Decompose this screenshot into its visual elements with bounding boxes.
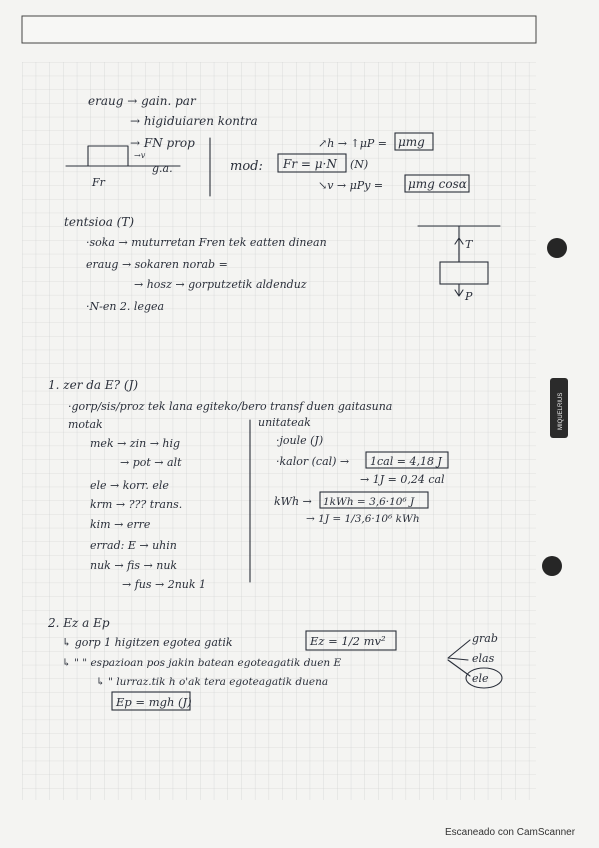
s4-ep: Ep = mgh (J) (116, 695, 192, 709)
s3-mota2: → pot → alt (120, 456, 182, 469)
s1-mumg: μmg (398, 135, 425, 149)
s3-mota3: ele → korr. ele (90, 479, 169, 492)
s2-line2: eraug → sokaren norab = (86, 258, 228, 271)
s3-motak: motak (68, 418, 103, 431)
s1-line1: eraug → gain. par (88, 94, 196, 108)
s4-line2: ↳ " " espazioan pos jakin batean egoteagatik duen E (62, 657, 342, 669)
binder-label: MIQUELRIUS (558, 392, 564, 430)
s4-line3: ↳ " lurraz.tik h o'ak tera egoteagatik duena (96, 676, 329, 688)
s3-mota6: errad: E → uhin (90, 539, 177, 552)
s4-title: 2. Ez a Ep (48, 616, 110, 630)
s3-unit2: ·kalor (cal) → (276, 455, 350, 468)
s1-fr-label: Fr (92, 176, 105, 189)
s1-line3: → FN prop (130, 136, 195, 150)
s4-ele: ele (472, 672, 489, 685)
binder-hole-bottom (542, 556, 562, 576)
s4-elas: elas (472, 652, 495, 665)
s3-line1: ·gorp/sis/proz tek lana egiteko/bero transf duen gaitasuna (68, 400, 393, 413)
s3-unit5: → 1J = 1/3,6·10⁶ kWh (306, 513, 420, 525)
s1-fr-formula: Fr = μ·N (283, 157, 337, 171)
s3-mota8: → fus → 2nuk 1 (122, 578, 207, 591)
s1-line2: → higiduiaren kontra (130, 114, 258, 128)
s3-unit-title: unitateak (258, 416, 311, 429)
s4-grab: grab (472, 632, 498, 645)
s2-line3: → hosz → gorputzetik aldenduz (134, 278, 307, 291)
scanner-footer: Escaneado con CamScanner (445, 827, 576, 838)
s1-down-branch: ↘v → μPy = (318, 179, 384, 192)
header-box (22, 16, 536, 43)
s3-mota4: krm → ??? trans. (90, 498, 183, 511)
s1-n: (N) (350, 158, 369, 171)
s3-unit3: → 1J = 0,24 cal (360, 473, 445, 486)
s2-line1: ·soka → muturretan Fren tek eatten dinean (86, 236, 327, 249)
s2-title: tentsioa (T) (64, 215, 135, 229)
binder-hole-top (547, 238, 567, 258)
s3-mota7: nuk → fis → nuk (90, 559, 178, 572)
s4-ek: Ez = 1/2 mv² (310, 634, 386, 648)
s4-line1: ↳ gorp 1 higitzen egotea gatik (62, 636, 233, 649)
s1-mod: mod: (230, 159, 263, 174)
s1-line4: g.a. (152, 162, 173, 175)
s3-mota1: mek → zin → hig (90, 437, 181, 450)
s1-up-branch: ↗h → ↑μP = (318, 137, 387, 150)
s1-velocity: →v (134, 151, 146, 160)
s3-unit2b: 1cal = 4,18 J (370, 455, 442, 468)
s3-mota5: kim → erre (90, 518, 151, 531)
s3-unit1: ·joule (J) (276, 434, 324, 447)
s1-mumgcos: μmg cosα (408, 177, 467, 191)
s2-p-label: P (465, 290, 473, 303)
grid-area (22, 62, 536, 800)
s3-unit4b: 1kWh = 3,6·10⁶ J (323, 496, 415, 508)
s3-unit4: kWh → (274, 495, 312, 508)
s2-t-label: T (465, 238, 473, 251)
s2-line4: ·N-en 2. legea (86, 300, 165, 313)
s3-title: 1. zer da E? (J) (48, 378, 139, 392)
